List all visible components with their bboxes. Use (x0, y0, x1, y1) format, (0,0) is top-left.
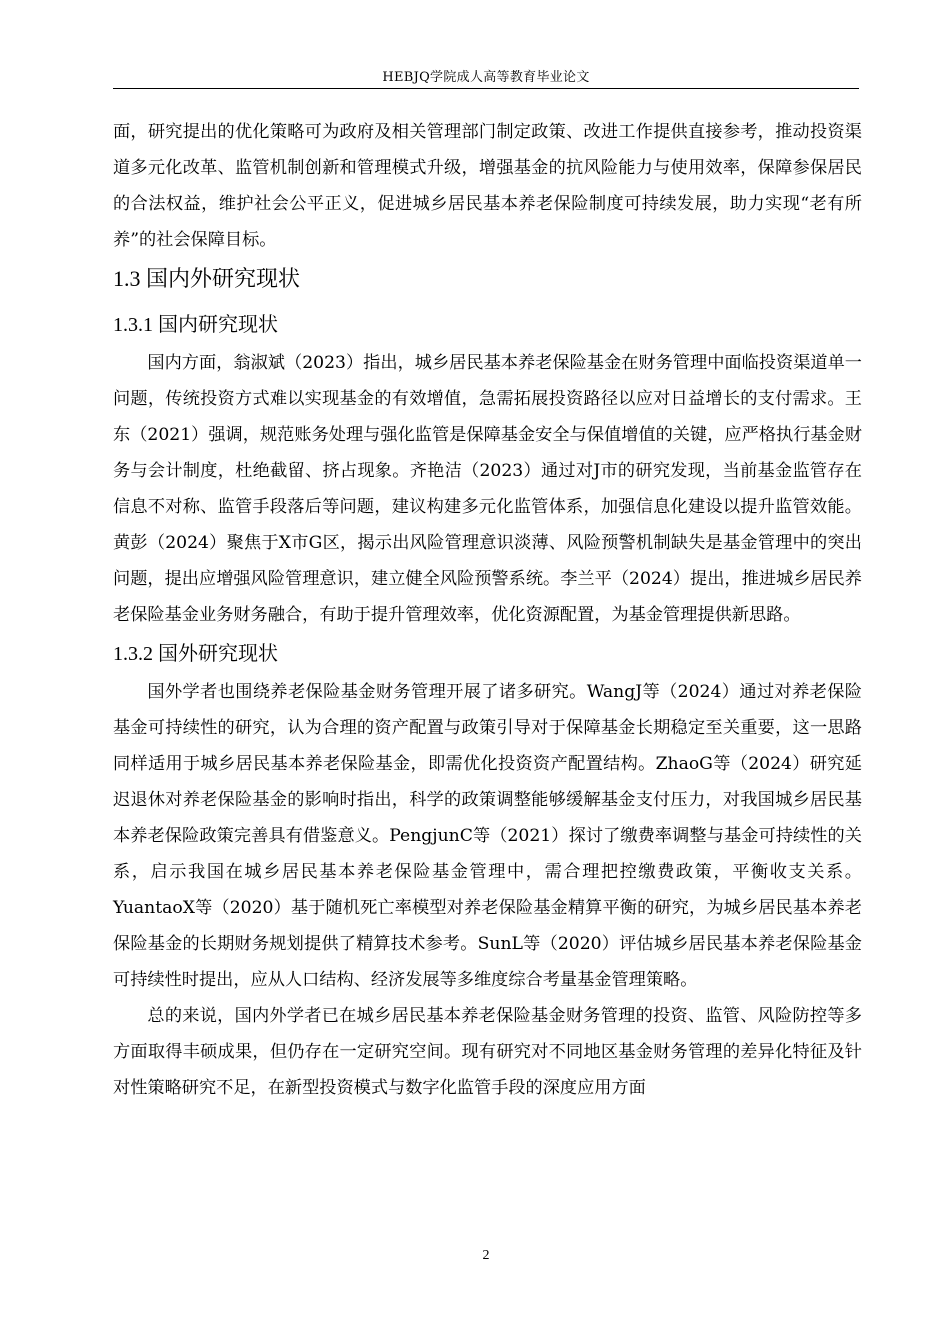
foreign-research-paragraph: 国外学者也围绕养老保险基金财务管理开展了诸多研究。WangJ等（2024）通过对养老保险基金可持续性的研究，认为合理的资产配置与政策引导对于保障基金长期稳定至关重要，这一思路同样适用于城乡居民基本养老保险基金，即需优化投资资产配置结构。ZhaoG等（2024）研究延迟退休对养老保险基金的影响时指出，科学的政策调整能够缓解基金支付压力，对我国城乡居民基本养老保险政策完善具有借鉴意义。PengjunC等（2021）探讨了缴费率调整与基金可持续性的关系，启示我国在城乡居民基本养老保险基金管理中，需合理把控缴费政策，平衡收支关系。YuantaoX等（2020）基于随机死亡率模型对养老保险基金精算平衡的研究，为城乡居民基本养老保险基金的长期财务规划提供了精算技术参考。SunL等（2020）评估城乡居民基本养老保险基金可持续性时提出，应从人口结构、经济发展等多维度综合考量基金管理策略。 (113, 682, 862, 990)
page-number: 2 (482, 1248, 490, 1263)
summary-paragraph: 总的来说，国内外学者已在城乡居民基本养老保险基金财务管理的投资、监管、风险防控等多方面取得丰硕成果，但仍存在一定研究空间。现有研究对不同地区基金财务管理的差异化特征及针对性策略研究不足，在新型投资模式与数字化监管手段的深度应用方面 (113, 1006, 862, 1098)
page-body (113, 114, 862, 1106)
subsection-heading-foreign: 1.3.2 国外研究现状 (113, 643, 278, 665)
section-heading: 1.3 国内外研究现状 (113, 266, 301, 291)
header-divider (113, 88, 859, 89)
running-header: HEBJQ学院成人高等教育毕业论文 (382, 70, 590, 85)
domestic-research-paragraph: 国内方面，翁淑斌（2023）指出，城乡居民基本养老保险基金在财务管理中面临投资渠道单一问题，传统投资方式难以实现基金的有效增值，急需拓展投资路径以应对日益增长的支付需求。王东（2021）强调，规范账务处理与强化监管是保障基金安全与保值增值的关键，应严格执行基金财务与会计制度，杜绝截留、挤占现象。齐艳洁（2023）通过对J市的研究发现，当前基金监管存在信息不对称、监管手段落后等问题，建议构建多元化监管体系，加强信息化建设以提升监管效能。黄彭（2024）聚焦于X市G区，揭示出风险管理意识淡薄、风险预警机制缺失是基金管理中的突出问题，提出应增强风险管理意识，建立健全风险预警系统。李兰平（2024）提出，推进城乡居民养老保险基金业务财务融合，有助于提升管理效率，优化资源配置，为基金管理提供新思路。 (113, 353, 862, 625)
intro-paragraph: 面，研究提出的优化策略可为政府及相关管理部门制定政策、改进工作提供直接参考，推动投资渠道多元化改革、监管机制创新和管理模式升级，增强基金的抗风险能力与使用效率，保障参保居民的合法权益，维护社会公平正义，促进城乡居民基本养老保险制度可持续发展，助力实现“老有所养”的社会保障目标。 (113, 122, 862, 250)
subsection-heading-domestic: 1.3.1 国内研究现状 (113, 314, 278, 336)
